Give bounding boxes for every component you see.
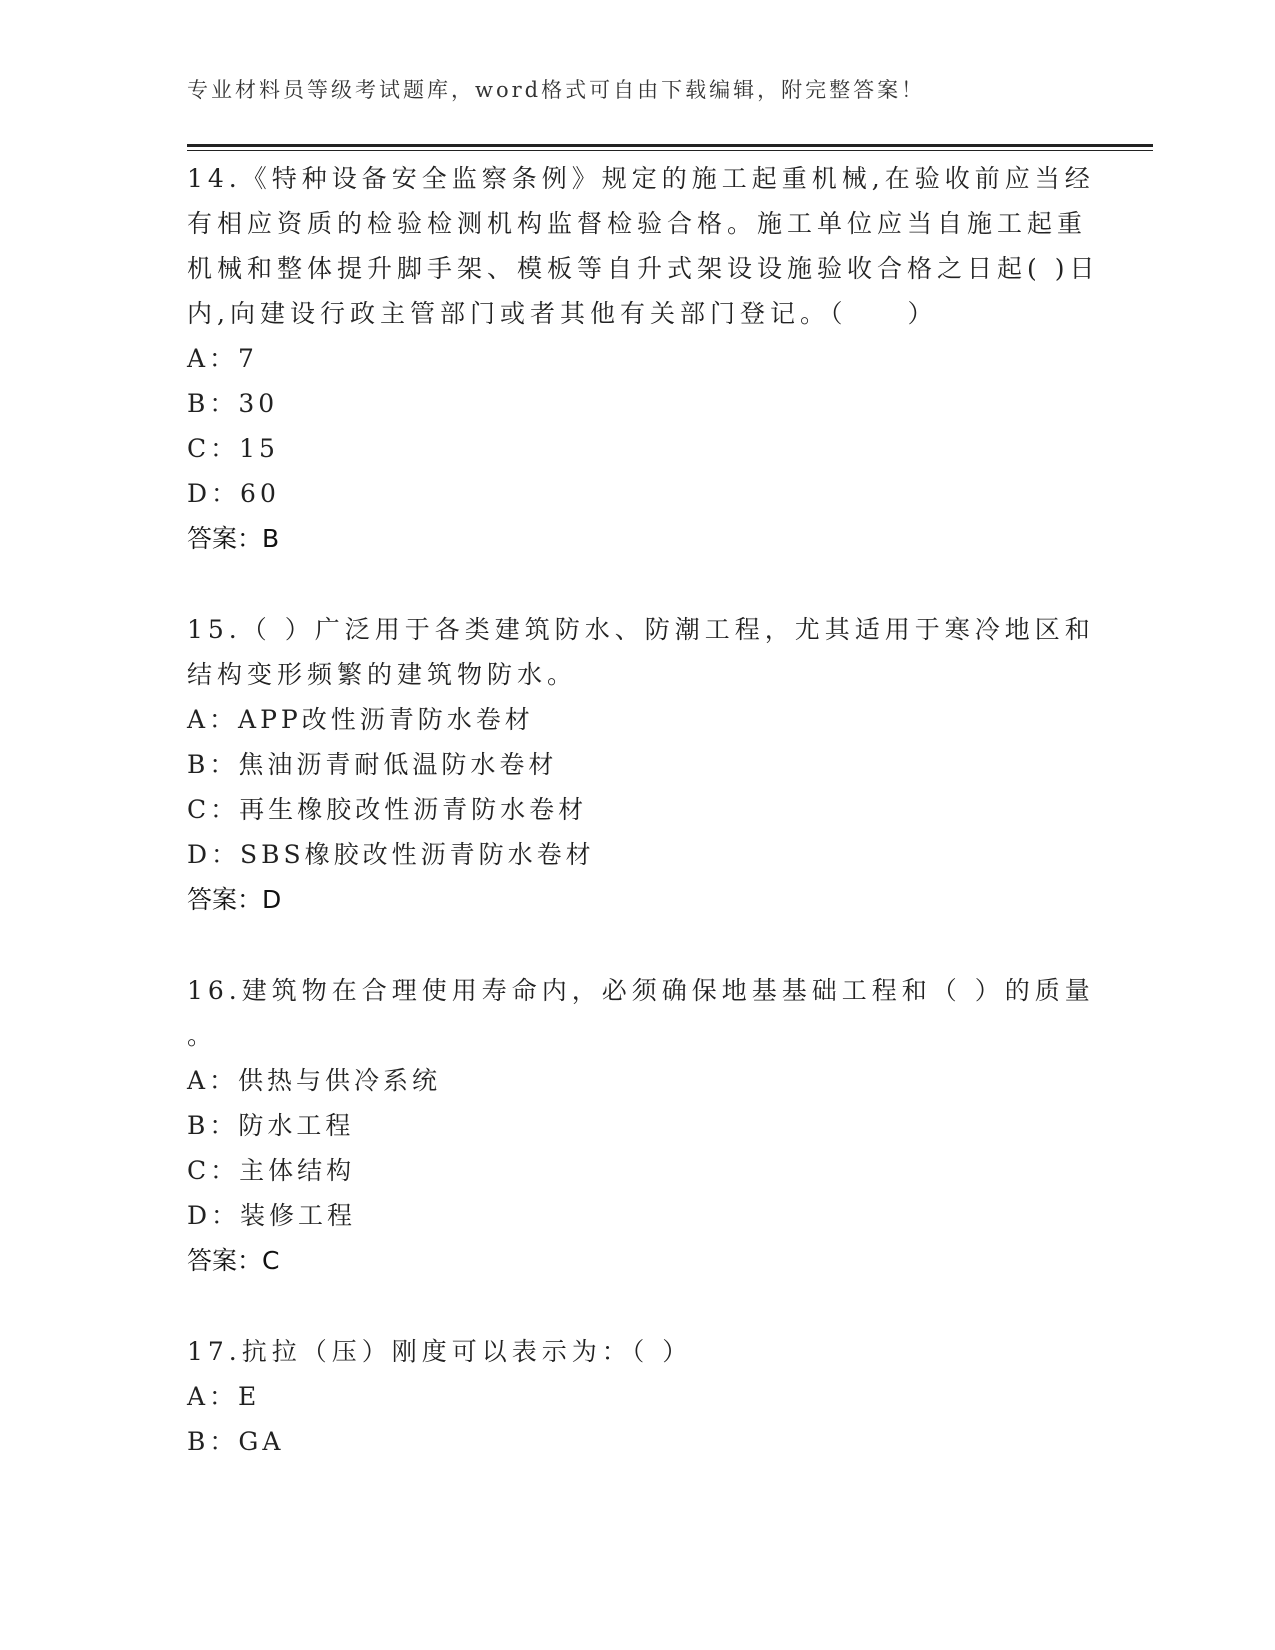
question-16	[187, 968, 1095, 1283]
question-stem-line: 结构变形频繁的建筑物防水。	[187, 660, 578, 689]
question-stem-line: 。	[187, 1021, 218, 1050]
spacer	[187, 561, 1087, 607]
question-stem-line: 15.（ ）广泛用于各类建筑防水、防潮工程，尤其适用于寒冷地区和	[187, 615, 1095, 644]
option-b: B：焦油沥青耐低温防水卷材	[187, 750, 558, 779]
option-d: D：SBS橡胶改性沥青防水卷材	[187, 840, 595, 869]
question-stem-line: 16.建筑物在合理使用寿命内，必须确保地基基础工程和（ ）的质量	[187, 976, 1095, 1005]
option-c: C：主体结构	[187, 1156, 356, 1185]
question-stem-line: 内,向建设行政主管部门或者其他有关部门登记。（ ）	[187, 299, 938, 328]
header-rule-thin	[187, 150, 1153, 151]
option-d: D：装修工程	[187, 1201, 357, 1230]
header-rule-thick	[187, 144, 1153, 147]
question-stem-line: 14.《特种设备安全监察条例》规定的施工起重机械,在验收前应当经	[187, 164, 1095, 193]
spacer	[187, 922, 1087, 968]
option-a: A：供热与供冷系统	[187, 1066, 442, 1095]
option-d: D：60	[187, 479, 280, 508]
option-c: C：15	[187, 434, 279, 463]
option-c: C：再生橡胶改性沥青防水卷材	[187, 795, 588, 824]
question-15	[187, 607, 1095, 922]
option-b: B：30	[187, 389, 279, 418]
option-b: B：防水工程	[187, 1111, 355, 1140]
answer: 答案：B	[187, 524, 280, 553]
question-stem-line: 有相应资质的检验检测机构监督检验合格。施工单位应当自施工起重	[187, 209, 1088, 238]
option-a: A：E	[187, 1382, 261, 1411]
question-list	[187, 156, 1100, 1464]
answer: 答案：D	[187, 885, 282, 914]
answer: 答案：C	[187, 1246, 280, 1275]
page-header: 专业材料员等级考试题库，word格式可自由下载编辑，附完整答案！	[187, 78, 926, 102]
question-stem-line: 17.抗拉（压）刚度可以表示为：（ ）	[187, 1337, 693, 1366]
option-a: A：APP改性沥青防水卷材	[187, 705, 534, 734]
option-a: A：7	[187, 344, 258, 373]
spacer	[187, 1283, 1087, 1329]
question-17	[187, 1329, 1087, 1464]
question-stem-line: 机械和整体提升脚手架、模板等自升式架设设施验收合格之日起( )日	[187, 254, 1100, 283]
question-14	[187, 156, 1100, 561]
option-b: B：GA	[187, 1427, 285, 1456]
